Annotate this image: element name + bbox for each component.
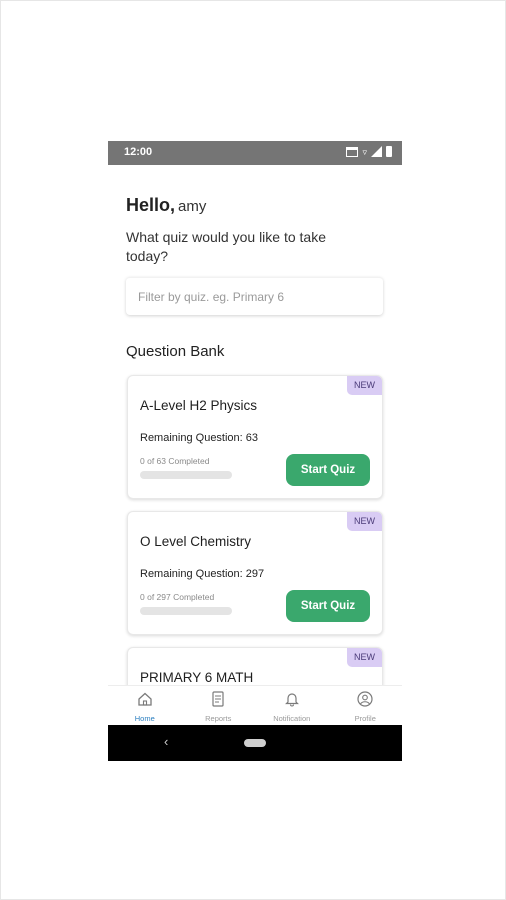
- new-badge: NEW: [347, 376, 382, 395]
- quiz-title: A-Level H2 Physics: [140, 398, 258, 413]
- quiz-title: PRIMARY 6 MATH: [140, 670, 254, 685]
- remaining-questions: Remaining Question: 63: [140, 432, 259, 444]
- progress-text: 0 of 297 Completed: [140, 592, 215, 602]
- phone-screen: [108, 141, 402, 761]
- greeting: [126, 195, 206, 216]
- progress-bar: [140, 607, 232, 615]
- greeting-hello: Hello,: [126, 195, 176, 215]
- start-quiz-button[interactable]: Start Quiz: [286, 454, 370, 486]
- nav-item-reports[interactable]: [182, 686, 256, 725]
- nav-label-profile: Profile: [354, 714, 376, 723]
- status-time: 12:00: [124, 146, 153, 158]
- quiz-card[interactable]: [127, 647, 383, 685]
- status-icons: [346, 146, 392, 157]
- signal-icon: [371, 146, 382, 157]
- greeting-username: amy: [178, 198, 207, 215]
- new-badge: NEW: [347, 648, 382, 667]
- quiz-card[interactable]: [127, 375, 383, 499]
- nav-label-reports: Reports: [205, 714, 232, 723]
- quiz-title: O Level Chemistry: [140, 534, 252, 549]
- nav-item-home[interactable]: [108, 686, 182, 725]
- status-bar: [108, 141, 402, 165]
- remaining-questions: Remaining Question: 297: [140, 568, 265, 580]
- quiz-card[interactable]: [127, 511, 383, 635]
- report-icon: [209, 691, 227, 707]
- back-icon[interactable]: ‹: [164, 734, 169, 749]
- search-input[interactable]: [138, 278, 373, 316]
- quiz-prompt: What quiz would you like to take today?: [126, 229, 326, 264]
- nav-item-notification[interactable]: [255, 686, 329, 725]
- battery-icon: [386, 146, 392, 157]
- nav-item-profile[interactable]: [329, 686, 403, 725]
- main-content: [108, 165, 402, 685]
- system-navigation-bar: [108, 725, 402, 761]
- bottom-navigation: [108, 685, 402, 725]
- search-box: [126, 277, 383, 315]
- start-quiz-button[interactable]: Start Quiz: [286, 590, 370, 622]
- new-badge: NEW: [347, 512, 382, 531]
- profile-icon: [356, 691, 374, 707]
- home-icon: [136, 691, 154, 707]
- home-pill-icon[interactable]: [244, 739, 266, 747]
- progress-text: 0 of 63 Completed: [140, 456, 210, 466]
- nav-label-notification: Notification: [273, 714, 311, 723]
- nav-label-home: Home: [134, 714, 155, 723]
- wifi-icon: ▿: [362, 146, 367, 157]
- calendar-icon: [346, 147, 358, 157]
- progress-bar: [140, 471, 232, 479]
- section-title: Question Bank: [126, 343, 225, 360]
- bell-icon: [283, 691, 301, 707]
